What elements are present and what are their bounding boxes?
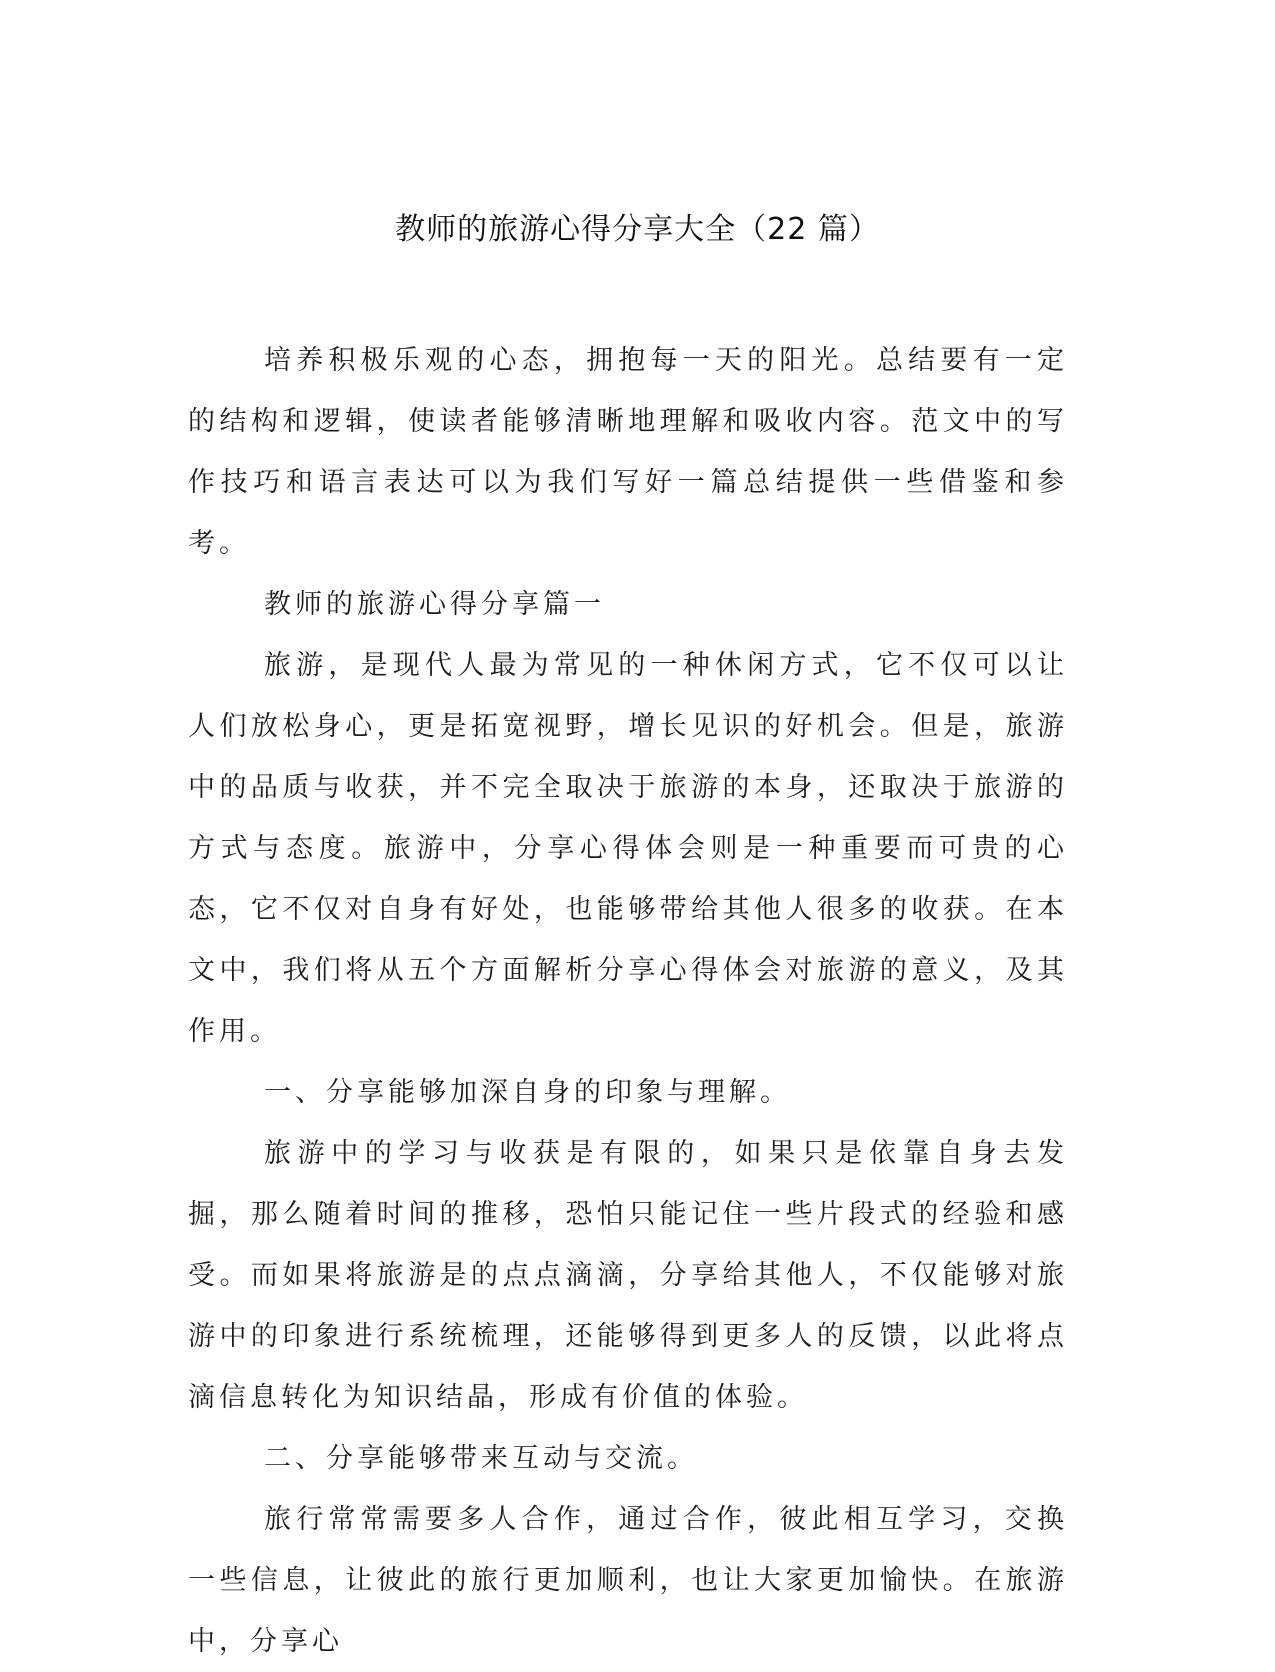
- body-paragraph: 旅游，是现代人最为常见的一种休闲方式，它不仅可以让人们放松身心，更是拓宽视野，增长见识的好机会。但是，旅游中的品质与收获，并不完全取决于旅游的本身，还取决于旅游的方式与态度。旅游中，分享心得体会则是一种重要而可贵的心态，它不仅对自身有好处，也能够带给其他人很多的收获。在本文中，我们将从五个方面解析分享心得体会对旅游的意义，及其作用。: [188, 650, 1068, 1047]
- point-heading-one: 一、分享能够加深自身的印象与理解。: [264, 1077, 791, 1108]
- document-body: [188, 330, 1068, 1672]
- body-paragraph: 旅行常常需要多人合作，通过合作，彼此相互学习，交换一些信息，让彼此的旅行更加顺利，也让大家更加愉快。在旅游中，分享心: [188, 1504, 1068, 1657]
- intro-paragraph: 培养积极乐观的心态，拥抱每一天的阳光。总结要有一定的结构和逻辑，使读者能够清晰地理解和吸收内容。范文中的写作技巧和语言表达可以为我们写好一篇总结提供一些借鉴和参考。: [188, 345, 1068, 559]
- point-heading-two: 二、分享能够带来互动与交流。: [264, 1443, 698, 1474]
- section-heading-part-one: 教师的旅游心得分享篇一: [264, 589, 605, 620]
- body-paragraph: 旅游中的学习与收获是有限的，如果只是依靠自身去发掘，那么随着时间的推移，恐怕只能记住一些片段式的经验和感受。而如果将旅游是的点点滴滴，分享给其他人，不仅能够对旅游中的印象进行系统梳理，还能够得到更多人的反馈，以此将点滴信息转化为知识结晶，形成有价值的体验。: [188, 1138, 1068, 1413]
- document-title: 教师的旅游心得分享大全（22 篇）: [395, 212, 880, 247]
